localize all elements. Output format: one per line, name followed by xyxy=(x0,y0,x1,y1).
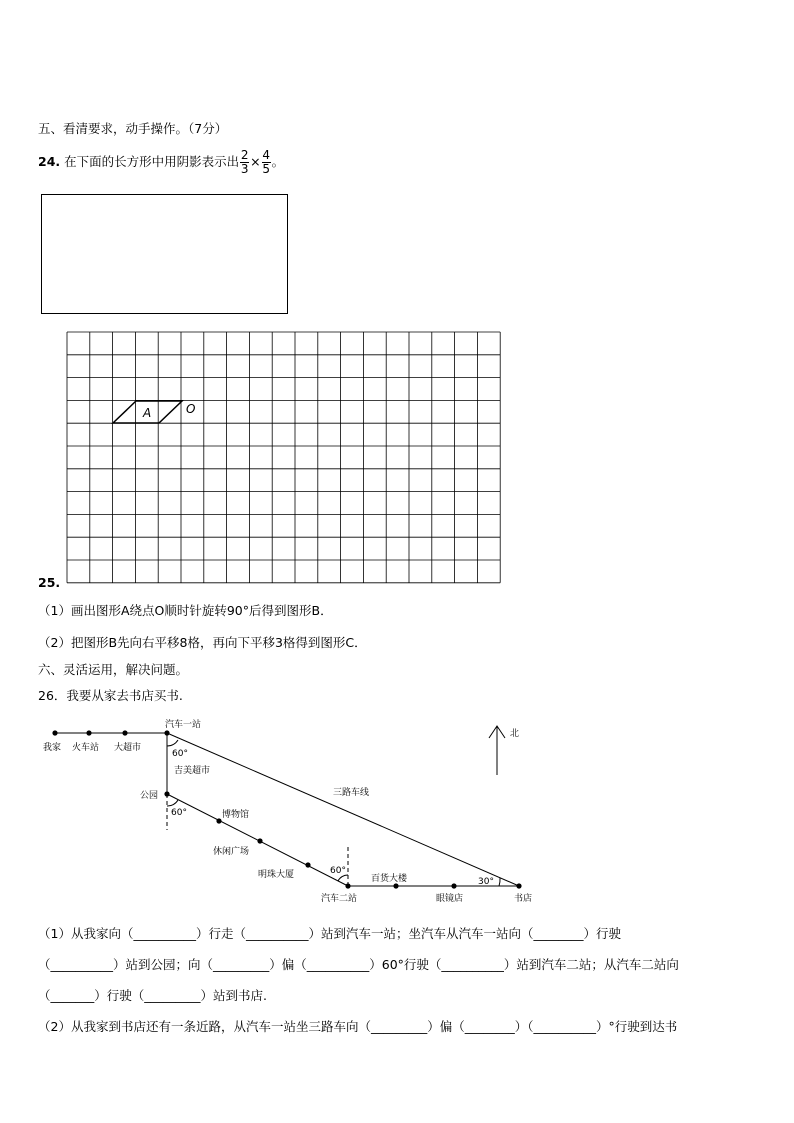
map-point xyxy=(86,730,91,735)
angle-arc xyxy=(167,800,178,806)
map-point xyxy=(257,838,262,843)
map-label-home: 我家 xyxy=(43,743,62,753)
map-label-leisure-square: 休闲广场 xyxy=(213,847,250,857)
question-number: 25. xyxy=(38,575,61,590)
map-label-museum: 博物馆 xyxy=(222,810,250,820)
question-26-intro: 26．我要从家去书店买书. xyxy=(38,688,183,703)
map-label-north: 北 xyxy=(510,729,520,739)
map-label-route-3: 三路车线 xyxy=(333,788,370,798)
section-heading: 六、灵活运用，解决问题。 xyxy=(38,662,189,677)
point-o-label: O xyxy=(186,402,196,416)
map-label-mingzhu-building: 明珠大厦 xyxy=(258,870,295,880)
question-text: 。 xyxy=(271,154,285,169)
map-point xyxy=(305,862,310,867)
question-26-part-1-line-3[interactable]: （_______）行驶（_________）站到书店. xyxy=(38,988,267,1003)
times-sign: × xyxy=(250,154,261,169)
map-label-bus-station-2: 汽车二站 xyxy=(321,894,358,904)
map-label-bookstore: 书店 xyxy=(514,894,533,904)
map-point xyxy=(164,791,169,796)
numerator: 2 xyxy=(240,148,249,162)
map-label-angle: 60° xyxy=(171,808,187,818)
map-point xyxy=(451,883,456,888)
question-26-part-1-line-1[interactable]: （1）从我家向（__________）行走（__________）站到汽车一站；坐汽车从汽车一站向（________）行驶 xyxy=(38,926,621,941)
route-3-line xyxy=(167,733,519,886)
shape-a-label: A xyxy=(143,406,152,420)
route-map xyxy=(0,700,794,910)
map-label-angle: 30° xyxy=(478,877,494,887)
map-label-angle: 60° xyxy=(330,866,346,876)
denominator: 5 xyxy=(262,162,270,176)
question-26-part-1-line-2[interactable]: （__________）站到公园；向（_________）偏（__________）60°行驶（__________）站到汽车二站；从汽车二站向 xyxy=(38,957,679,972)
map-point xyxy=(345,883,350,888)
map-label-bus-station-1: 汽车一站 xyxy=(165,720,202,730)
angle-arc xyxy=(167,740,178,746)
map-label-big-supermarket: 大超市 xyxy=(114,743,142,753)
map-label-park: 公园 xyxy=(140,791,159,801)
question-number: 24. xyxy=(38,154,61,169)
angle-arc xyxy=(499,878,500,886)
map-point xyxy=(164,730,169,735)
map-label-department-store: 百货大楼 xyxy=(371,874,408,884)
map-point xyxy=(516,883,521,888)
question-text: 在下面的长方形中用阴影表示出 xyxy=(64,154,240,169)
square-grid xyxy=(67,332,500,583)
map-label-optical-shop: 眼镜店 xyxy=(436,894,464,904)
map-label-jimei-supermarket: 吉美超市 xyxy=(174,766,211,776)
map-label-train-station: 火车站 xyxy=(72,743,100,753)
map-point xyxy=(393,883,398,888)
question-26-part-2-line-1[interactable]: （2）从我家到书店还有一条近路，从汽车一站坐三路车向（_________）偏（________）（__________）°行驶到达书 xyxy=(38,1019,678,1034)
map-point xyxy=(122,730,127,735)
denominator: 3 xyxy=(240,162,249,176)
map-label-angle: 60° xyxy=(172,749,188,759)
numerator: 4 xyxy=(262,148,270,162)
map-point xyxy=(52,730,57,735)
section-heading: 五、看清要求，动手操作。（7分） xyxy=(38,121,228,136)
map-point xyxy=(216,818,221,823)
question-25-part-2: （2）把图形B先向右平移8格，再向下平移3格得到图形C． xyxy=(38,635,367,650)
question-25-part-1: （1）画出图形A绕点O顺时针旋转90°后得到图形B． xyxy=(38,603,333,618)
